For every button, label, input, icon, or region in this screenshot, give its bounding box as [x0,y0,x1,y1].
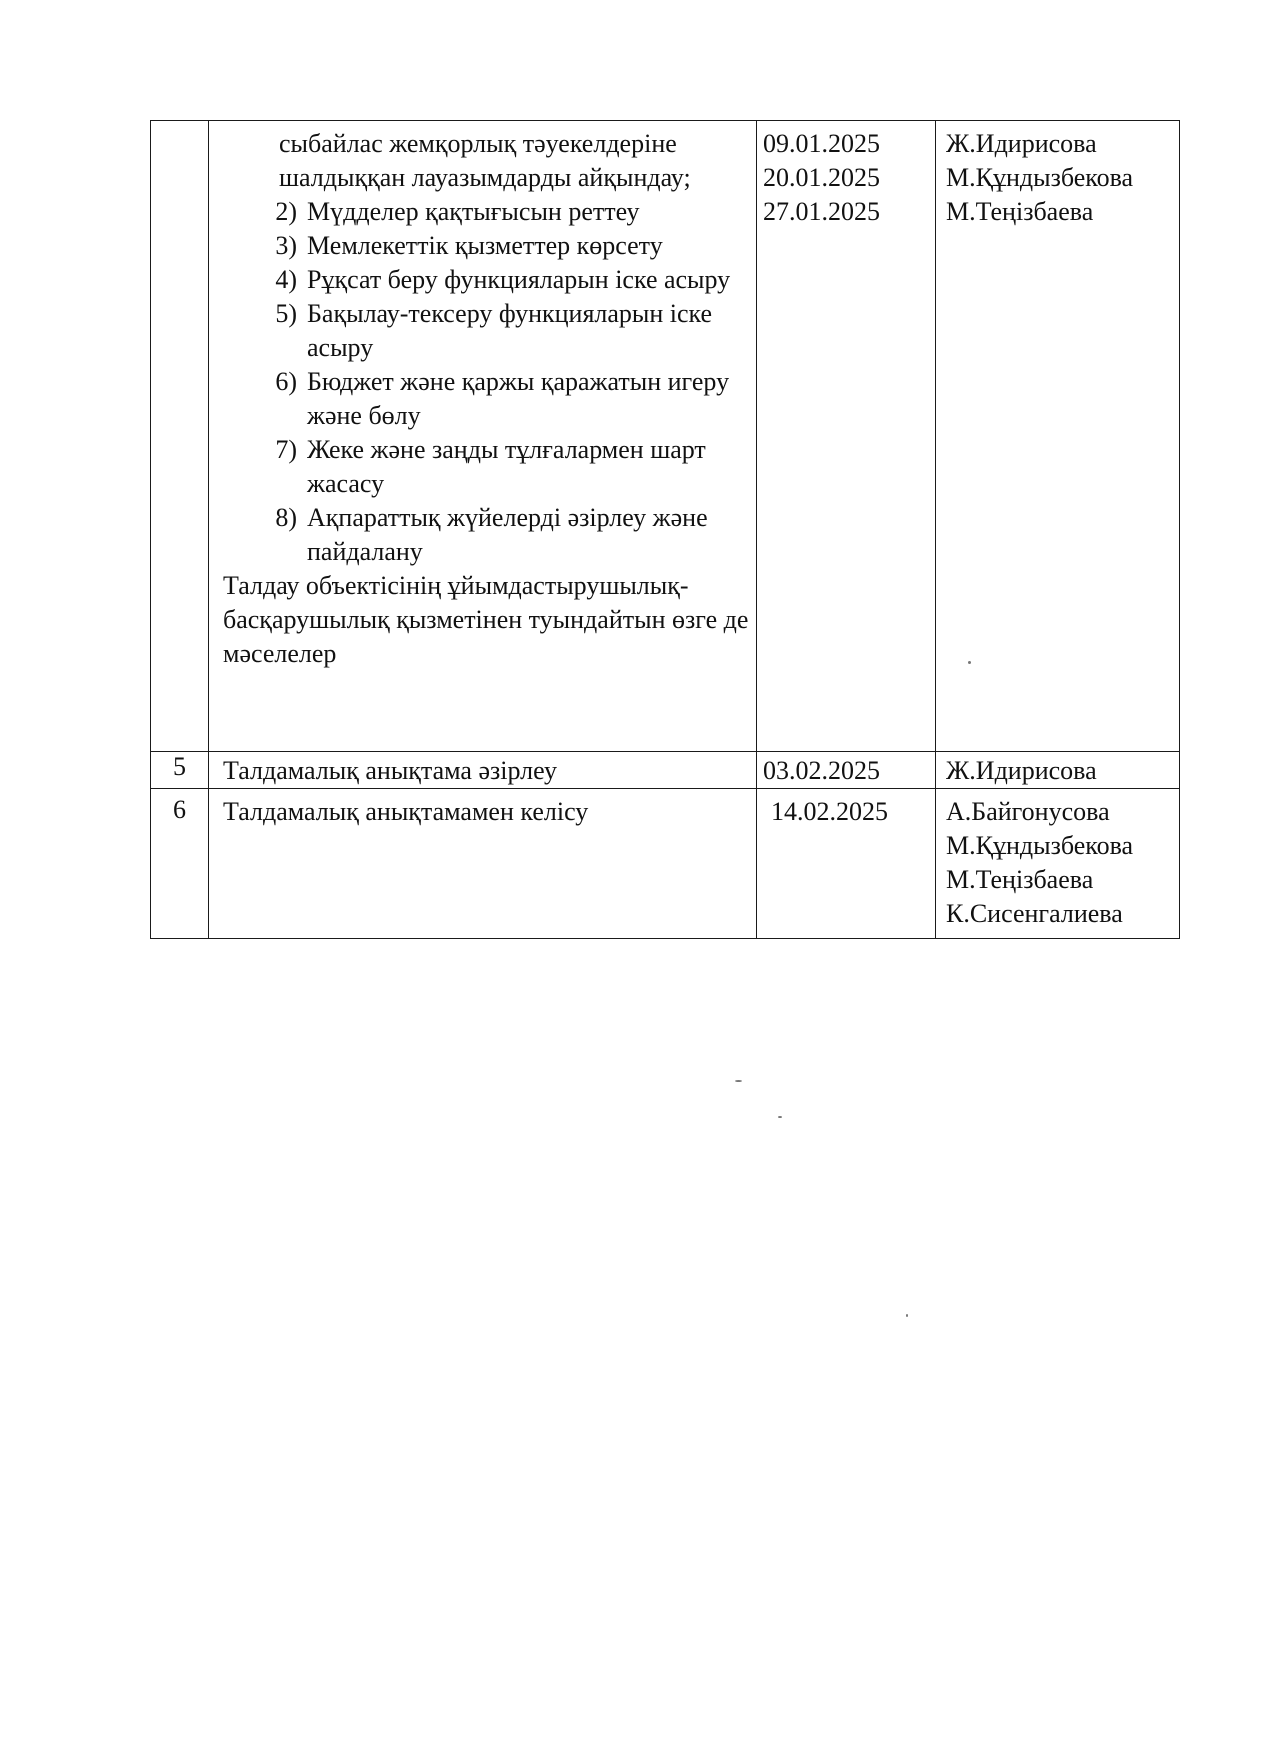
date: 03.02.2025 [763,756,880,785]
responsible-person: Ж.Идирисова [946,756,1097,785]
list-item: 5) Бақылау-тексеру функцияларын іске асыру [275,299,713,362]
scan-speck [778,1116,782,1118]
responsible-cell [936,752,1180,789]
responsible-person: К.Сисенгалиева [946,899,1123,928]
task-list [209,195,756,569]
list-item: 8) Ақпараттық жүйелерді әзірлеу және пайдалану [275,503,708,566]
list-item: 2) Мүдделер қақтығысын реттеу [275,197,640,226]
task-cell: Талдамалық анықтама әзірлеу [209,752,757,789]
plan-table [150,120,1180,939]
responsible-cell [936,789,1180,939]
table-row [151,789,1180,939]
table-row [151,121,1180,752]
scan-speck [968,661,971,664]
responsible-person: М.Теңізбаева [946,197,1094,226]
list-item: 3) Мемлекеттік қызметтер көрсету [275,231,663,260]
row-number [151,121,209,752]
responsible-person: М.Құндызбекова [946,831,1134,860]
date: 09.01.2025 [763,129,880,158]
task-note: Талдау объектісінің ұйымдастырушылық-басқарушылық қызметінен туындайтын өзге де мәселелер [223,571,749,668]
task-cell: Талдамалық анықтамамен келісу [209,789,757,939]
list-item: 4) Рұқсат беру функцияларын іске асыру [275,265,731,294]
list-item: 7) Жеке және заңды тұлғалармен шарт жасасу [275,435,706,498]
date: 20.01.2025 [763,163,880,192]
row-number: 5 [151,752,209,789]
responsible-person: Ж.Идирисова [946,129,1097,158]
list-item: 6) Бюджет және қаржы қаражатын игеру және бөлу [275,367,730,430]
task-continuation: сыбайлас жемқорлық тәуекелдеріне шалдыққан лауазымдарды айқындау; [279,129,691,192]
scan-speck [906,1314,908,1317]
responsible-person: М.Құндызбекова [946,163,1134,192]
row-number: 6 [151,789,209,939]
date-cell [757,789,936,939]
task-cell [209,121,757,752]
date: 27.01.2025 [763,197,880,226]
table-row [151,752,1180,789]
date-cell [757,121,936,752]
date: 14.02.2025 [771,797,888,826]
date-cell [757,752,936,789]
responsible-person: М.Теңізбаева [946,865,1094,894]
scan-speck [735,1080,742,1082]
responsible-person: А.Байгонусова [946,797,1110,826]
responsible-cell [936,121,1180,752]
